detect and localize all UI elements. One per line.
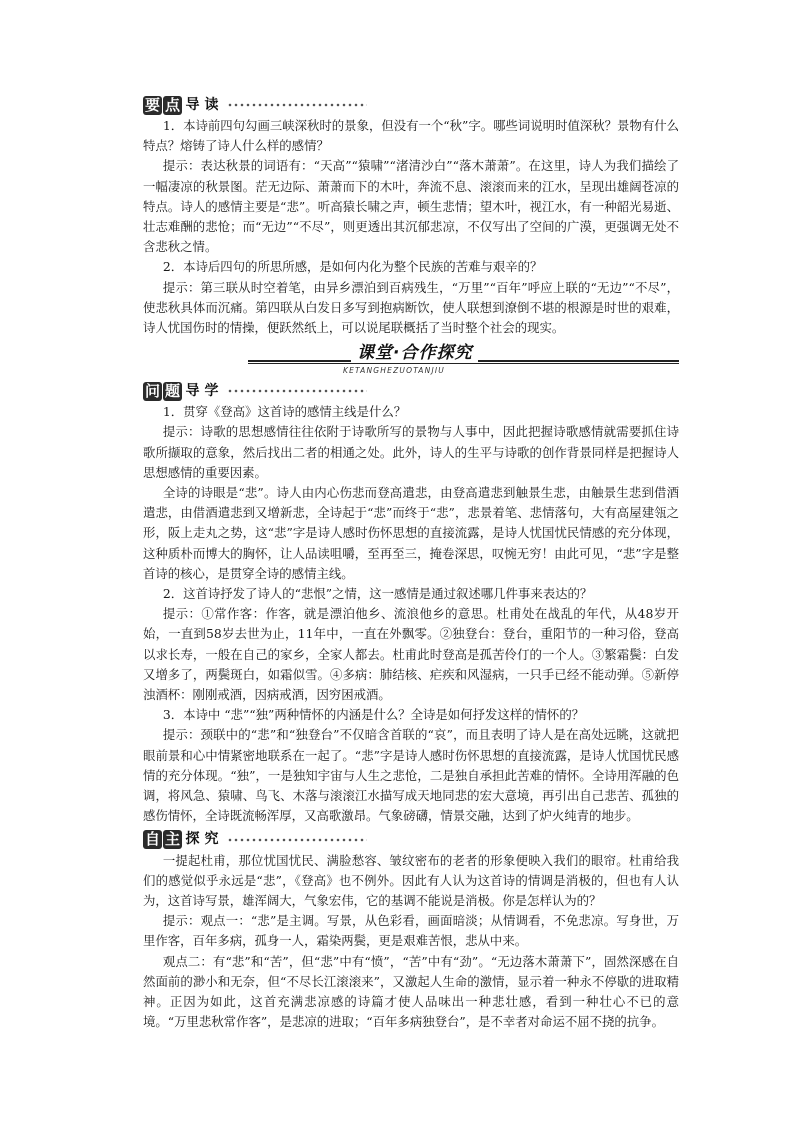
- paragraph: 一提起杜甫，那位忧国忧民、满脸愁容、皱纹密布的老者的形象便映入我们的眼帘。杜甫给我们的感觉似乎永远是“悲”，《登高》也不例外。因此有人认为这首诗的情调是消极的，但也有人认为，这首诗写景，雄浑阔大，气象宏伟，它的基调不能说是消极。你是怎样认为的？: [143, 852, 679, 908]
- zizhu-body: [143, 851, 679, 1033]
- banner-rule-thin: [248, 363, 679, 364]
- wenti-body: [143, 402, 679, 826]
- banner-subtitle: KETANGHEZUOTANJIU: [343, 366, 445, 376]
- header-plain-char: 究: [204, 831, 219, 847]
- paragraph: 提示：颈联中的“悲”和“独登台”不仅暗含首联的“哀”，而且表明了诗人是在高处远眺，这就把眼前景和心中情紧密地联系在一起了。“悲”字是诗人感时伤怀思想的直接流露，是诗人忧国忧民感情的充分体现。“独”，一是独知宇宙与人生之悲怆，二是独自承担此苦难的情怀。全诗用浑融的色调，将风急、猿啸、鸟飞、木落与滚滚江水描写成天地同悲的宏大意境，再引出自己悲苦、孤独的感伤情怀，全诗既流畅浑厚，又高歌激昂。气象磅礴，情景交融，达到了炉火纯青的地步。: [143, 727, 679, 824]
- section-header-zizhu: [143, 829, 679, 851]
- header-plain-char: 读: [204, 96, 219, 113]
- header-dark-char: 要: [144, 95, 160, 114]
- header-plain-label: [183, 382, 221, 401]
- header-dark-char: 问: [144, 381, 160, 400]
- paragraph: 2．这首诗抒发了诗人的“悲恨”之情，这一感情是通过叙述哪几件事来表达的？: [162, 586, 593, 602]
- paragraph: 提示：诗歌的思想感情往往依附于诗歌所写的景物与人事中，因此把握诗歌感情就需要抓住诗歌所撷取的意象，然后找出二者的相通之处。此外，诗人的生平与诗歌的创作背景同样是把握诗人思想感情的重要因素。: [143, 424, 679, 480]
- header-plain-char: 学: [204, 382, 219, 399]
- header-plain-char: 导: [185, 96, 200, 113]
- dotted-rule: [227, 837, 367, 843]
- paragraph: 提示：观点一：“悲”是主调。写景，从色彩看，画面暗淡；从情调看，不免悲凉。写身世，万里作客，百年多病，孤身一人，霜染两鬓，更是艰难苦恨，悲从中来。: [143, 913, 679, 949]
- header-plain-char: 导: [185, 382, 200, 399]
- header-plain-label: [183, 96, 221, 115]
- dotted-rule: [227, 102, 367, 108]
- header-dark-char: 题: [164, 381, 180, 400]
- header-dark-char: 点: [164, 95, 180, 114]
- section-header-wenti: [143, 380, 679, 402]
- paragraph: 提示：表达秋景的词语有：“天高”“猿啸”“渚清沙白”“落木萧萧”。在这里，诗人为我们描绘了一幅凄凉的秋景图。茫无边际、萧萧而下的木叶，奔流不息、滚滚而来的江水，呈现出雄阔苍凉的特点。诗人的感情主要是“悲”。听高猿长啸之声，顿生悲情；望木叶，视江水，有一种韶光易逝、壮志难酬的悲怆；而“无边”“不尽”，则更透出其沉郁悲凉，不仅写出了空间的广漠，更强调无处不含悲秋之情。: [143, 158, 679, 255]
- header-plain-char: 探: [185, 831, 200, 847]
- header-dark-label: [143, 830, 183, 849]
- paragraph: 提示：第三联从时空着笔，由异乡漂泊到百病残生，“万里”“百年”呼应上联的“无边”“不尽”，使悲秋具体而沉痛。第四联从白发日多写到抱病断饮，使人联想到潦倒不堪的根源是时世的艰难，诗人忧国伤时的情操，便跃然纸上，可以说尾联概括了当时整个社会的现实。: [143, 279, 679, 336]
- header-dark-label: [143, 96, 183, 115]
- paragraph: 1．本诗前四句勾画三峡深秋时的景象，但没有一个“秋”字。哪些词说明时值深秋？景物有什么特点？熔铸了诗人什么样的感情？: [143, 118, 680, 154]
- paragraph: 1．贯穿《登高》这首诗的感情主线是什么？: [162, 404, 407, 420]
- section-banner-ketang: [143, 340, 679, 376]
- document-page: [143, 92, 679, 1032]
- header-dark-label: [143, 382, 183, 401]
- header-plain-label: [183, 830, 221, 849]
- paragraph: 全诗的诗眼是“悲”。诗人由内心伤悲而登高遣悲，由登高遣悲到触景生悲，由触景生悲到借酒遣悲，由借酒遣悲到又增新悲，全诗起于“悲”而终于“悲”，悲景着笔、悲情落句，大有高屋建瓴之形，阪上走丸之势，这“悲”字是诗人感时伤怀思想的直接流露，是诗人忧国忧民情感的充分体现，这种质朴而博大的胸怀，让人品读咀嚼，至再至三，掩卷深思，叹惋无穷！由此可见，“悲”字是整首诗的核心，是贯穿全诗的感情主线。: [143, 485, 679, 581]
- dotted-rule: [227, 388, 367, 394]
- banner-title: 课堂·合作探究: [351, 338, 478, 363]
- yaodian-body: [143, 116, 679, 338]
- paragraph: 提示：①常作客：作客，就是漂泊他乡、流浪他乡的意思。杜甫处在战乱的年代，从48岁开始，一直到58岁去世为止，11年中，一直在外飘零。②独登台：登台，重阳节的一种习俗，登高以求长寿，一般在自己的家乡，全家人都去。杜甫此时登高是孤苦伶仃的一个人。③繁霜鬓：白发又增多了，两鬓斑白，如霜似雪。④多病：肺结核、疟疾和风湿病，一只手已经不能动弹。⑤新停浊酒杯：刚刚戒酒，因病戒酒，因穷困戒酒。: [143, 606, 679, 703]
- header-dark-char: 主: [164, 830, 180, 848]
- paragraph: 2．本诗后四句的所思所感，是如何内化为整个民族的苦难与艰辛的？: [162, 259, 543, 275]
- paragraph: 观点二：有“悲”和“苦”，但“悲”中有“愤”，“苦”中有“劲”。“无边落木萧萧下”，固然深感在自然面前的渺小和无奈，但“不尽长江滚滚来”，又激起人生命的激情，显示着一种永不停歇的进取精神。正因为如此，这首充满悲凉感的诗篇才使人品味出一种悲壮感，看到一种壮心不已的意境。“万里悲秋常作客”，是悲凉的进取；“百年多病独登台”，是不幸者对命运不屈不挠的抗争。: [143, 953, 679, 1030]
- header-dark-char: 自: [144, 830, 160, 848]
- section-header-yaodian: [143, 94, 679, 116]
- paragraph: 3．本诗中 “悲”“独”两种情怀的内涵是什么？全诗是如何抒发这样的情怀的？: [162, 707, 585, 723]
